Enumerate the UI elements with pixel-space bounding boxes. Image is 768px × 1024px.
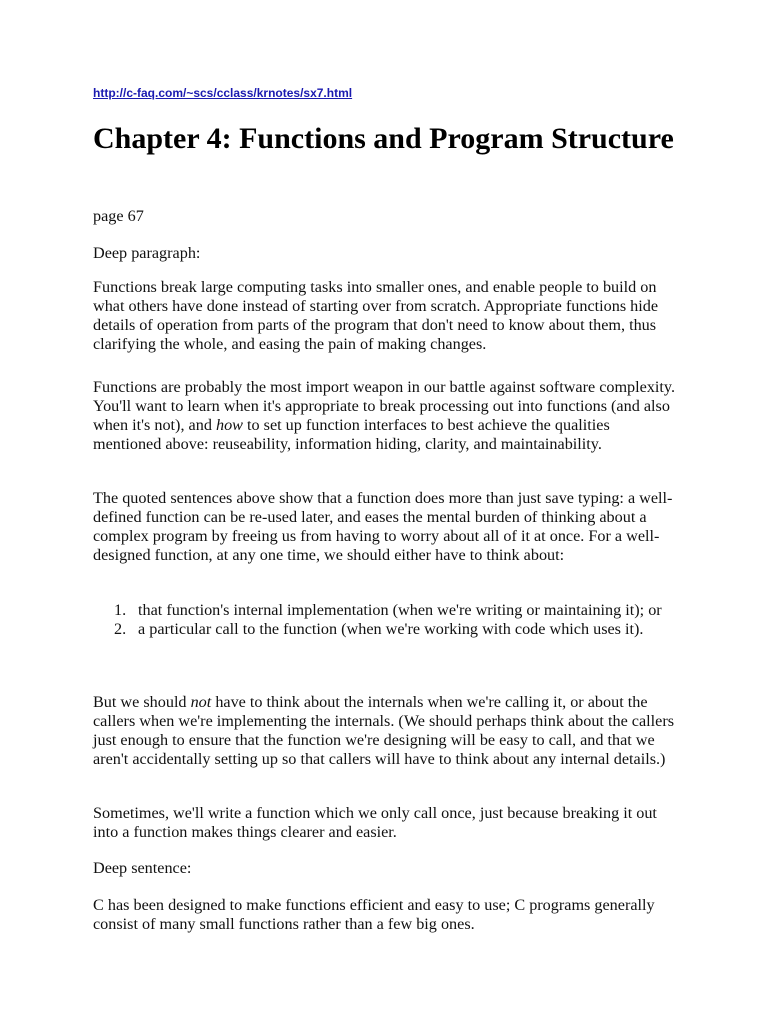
internals-paragraph-emphasis: not	[190, 693, 212, 711]
quote-paragraph-2	[93, 378, 675, 454]
quote-paragraph-2-text-a: Functions are probably the most import weapon in our battle against software complexity. You'll want to learn when it's appropriate to break processing out into functions (and also when it's not), and	[93, 378, 676, 434]
internals-paragraph-text-a: But we should	[93, 693, 191, 711]
source-url-link[interactable]: http://c-faq.com/~scs/cclass/krnotes/sx7.html	[93, 86, 353, 100]
quote-paragraph-2-emphasis: how	[215, 416, 243, 434]
list-item-number: 2.	[114, 620, 127, 638]
deep-sentence: C has been designed to make functions efficient and easy to use; C programs generally consist of many small functions rather than a few big ones.	[93, 896, 655, 933]
deep-sentence-label: Deep sentence:	[93, 859, 192, 877]
list-item-number: 1.	[114, 601, 127, 619]
once-paragraph: Sometimes, we'll write a function which we only call once, just because breaking it out into a function makes things clearer and easier.	[93, 804, 657, 841]
page-reference: page 67	[93, 207, 144, 225]
list-item	[93, 620, 675, 639]
list-item-text: a particular call to the function (when we're working with code which uses it).	[138, 620, 644, 638]
quote-paragraph-2-text-b: to set up function interfaces to best achieve the qualities mentioned above: reuseability, information hiding, clarity, and maintainability.	[93, 416, 610, 453]
internals-paragraph-text-b: have to think about the internals when we're calling it, or about the callers when we're implementing the internals. (We should perhaps think about the callers just enough to ensure that the function we're designing will be easy to call, and that we aren't accidentally setting up so that callers will have to think about any internal details.)	[93, 693, 675, 768]
explanation-paragraph: The quoted sentences above show that a function does more than just save typing: a well-defined function can be re-used later, and eases the mental burden of thinking about a complex program by freeing us from having to worry about all of it at once. For a well-designed function, at any one time, we should either have to think about:	[93, 489, 673, 564]
deep-paragraph-label: Deep paragraph:	[93, 244, 201, 262]
quote-paragraph-1: Functions break large computing tasks into smaller ones, and enable people to build on what others have done instead of starting over from scratch. Appropriate functions hide details of operation from parts of the program that don't need to know about them, thus clarifying the whole, and easing the pain of making changes.	[93, 278, 659, 353]
thinking-list	[93, 601, 675, 639]
internals-paragraph	[93, 693, 675, 769]
chapter-title: Chapter 4: Functions and Program Structure	[93, 122, 674, 155]
list-item	[93, 601, 675, 620]
list-item-text: that function's internal implementation (when we're writing or maintaining it); or	[138, 601, 662, 619]
